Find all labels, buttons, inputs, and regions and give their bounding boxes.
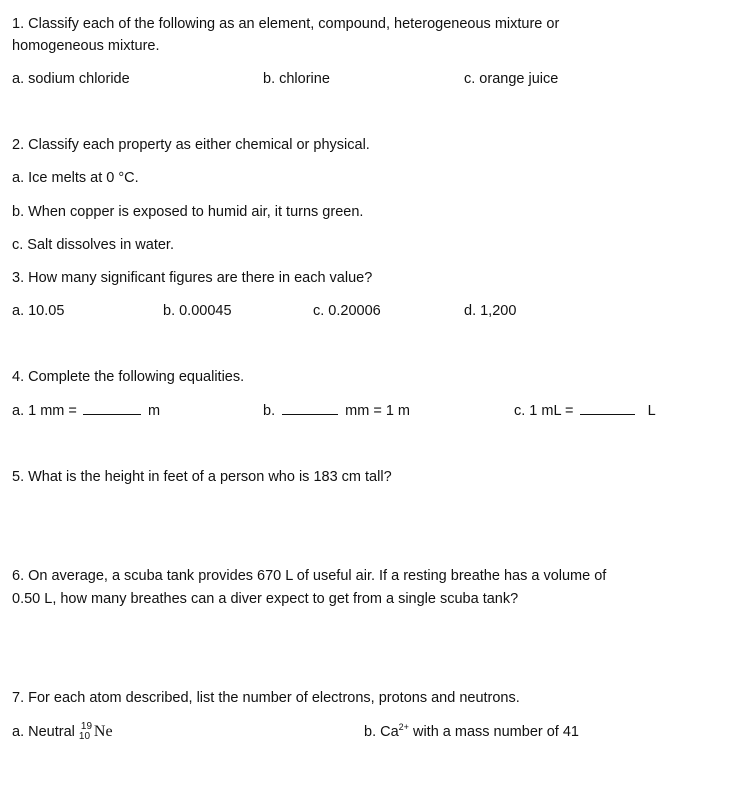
q6-prompt-line2: 0.50 L, how many breathes can a diver expect to get from a single scuba tank?	[12, 591, 519, 607]
q7-a-prefix: a. Neutral	[12, 724, 75, 740]
q3-option-b: b. 0.00045	[163, 303, 232, 319]
q3-prompt: 3. How many significant figures are there in each value?	[12, 270, 373, 286]
q7-b-suffix: with a mass number of 41	[412, 724, 579, 740]
q5-prompt: 5. What is the height in feet of a person who is 183 cm tall?	[12, 469, 392, 485]
q1-prompt-line1: 1. Classify each of the following as an element, compound, heterogeneous mixture or	[12, 16, 560, 32]
q7-a-isotope-numbers	[79, 723, 94, 741]
q4-equality-a	[12, 401, 160, 420]
q4-equality-b	[263, 401, 410, 420]
q4-c-right: L	[647, 403, 656, 419]
q1-option-b: b. chlorine	[263, 71, 330, 87]
q4-b-left: b.	[263, 403, 276, 419]
q4-c-blank[interactable]	[580, 401, 635, 415]
q1-option-c: c. orange juice	[464, 71, 559, 87]
q4-equality-c	[514, 401, 656, 420]
q7-a-mass-number: 19	[80, 721, 93, 732]
q6-prompt-line1: 6. On average, a scuba tank provides 670 L of useful air. If a resting breathe has a volume of	[12, 568, 607, 584]
q2-option-a: a. Ice melts at 0 °C.	[12, 170, 139, 186]
q4-c-left: c. 1 mL =	[514, 403, 574, 419]
q7-option-a	[12, 723, 113, 741]
q2-option-c: c. Salt dissolves in water.	[12, 237, 174, 253]
q7-a-atomic-number: 10	[78, 731, 91, 742]
q4-a-blank[interactable]	[83, 401, 141, 415]
q4-b-right: mm = 1 m	[345, 403, 411, 419]
q2-option-b: b. When copper is exposed to humid air, it turns green.	[12, 204, 364, 220]
q7-option-b	[364, 723, 579, 741]
q1-option-a: a. sodium chloride	[12, 71, 130, 87]
q4-b-blank[interactable]	[282, 401, 338, 415]
q4-a-right: m	[147, 403, 161, 419]
q3-option-c: c. 0.20006	[313, 303, 381, 319]
q7-b-prefix: b. Ca	[364, 724, 399, 740]
q4-a-left: a. 1 mm =	[12, 403, 77, 419]
q4-prompt: 4. Complete the following equalities.	[12, 369, 245, 385]
q3-option-a: a. 10.05	[12, 303, 65, 319]
q7-b-ion-charge: 2+	[398, 722, 409, 732]
q7-a-element-symbol: Ne	[93, 723, 113, 740]
q7-prompt: 7. For each atom described, list the number of electrons, protons and neutrons.	[12, 690, 520, 706]
q2-prompt: 2. Classify each property as either chemical or physical.	[12, 137, 370, 153]
q1-prompt-line2: homogeneous mixture.	[12, 38, 160, 54]
q3-option-d: d. 1,200	[464, 303, 517, 319]
